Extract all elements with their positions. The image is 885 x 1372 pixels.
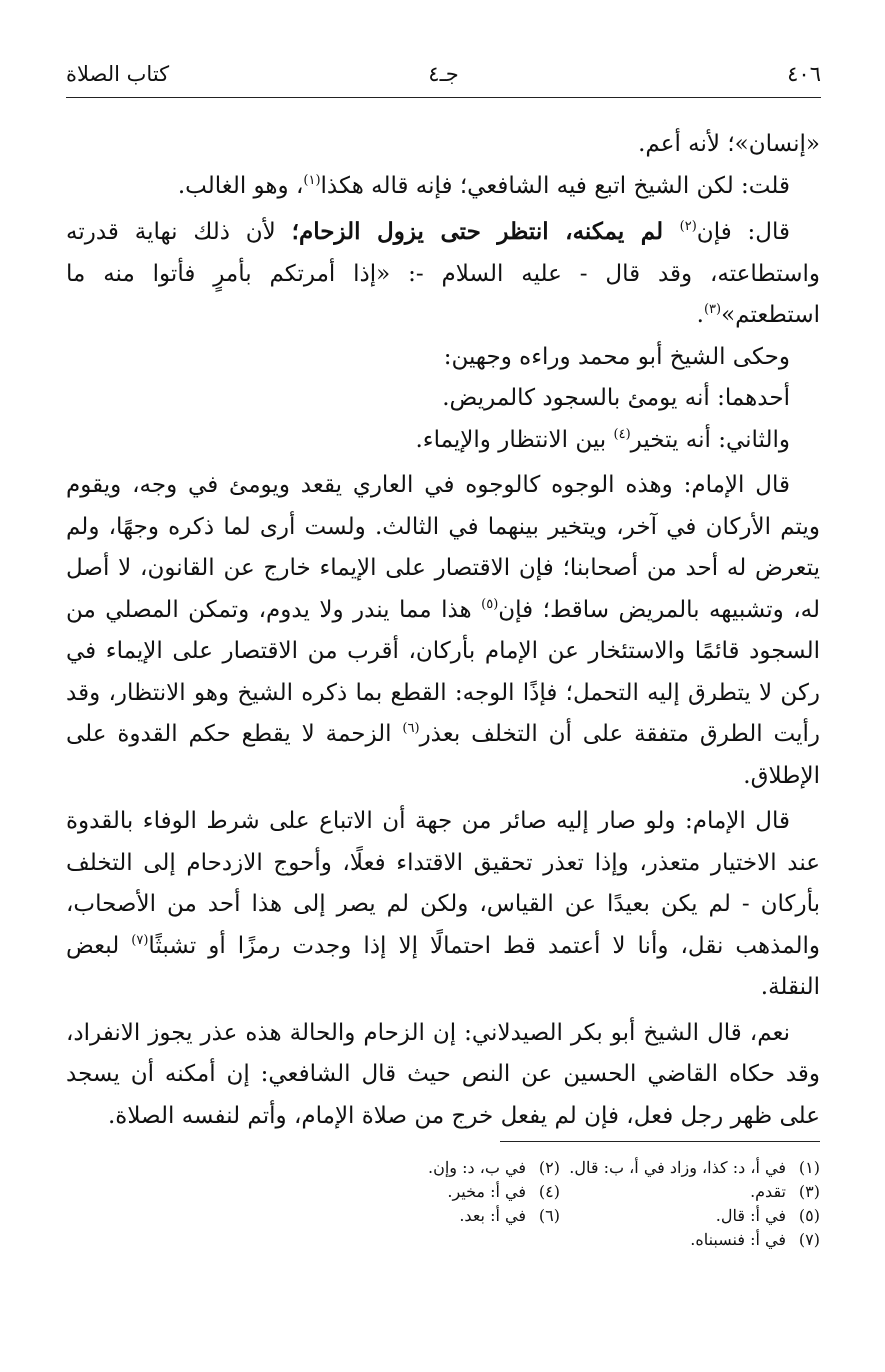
footnote-rule — [500, 1141, 820, 1142]
footnote-item: (٢)في ب، د: وإن. — [428, 1158, 560, 1177]
footnotes — [300, 1156, 820, 1252]
footnote-ref[interactable]: (٤) — [613, 426, 631, 442]
footnote-row — [300, 1204, 820, 1228]
main-text — [66, 124, 820, 1137]
matn-text: لم يمكنه، انتظر حتى يزول الزحام؛ — [291, 218, 680, 245]
footnote-row — [300, 1228, 820, 1252]
volume-label: جـ٤ — [428, 62, 459, 86]
footnote-item: (٤)في أ: مخير. — [447, 1182, 560, 1201]
paragraph: أحدهما: أنه يومئ بالسجود كالمريض. — [442, 385, 790, 411]
paragraph: قال الإمام: وهذه الوجوه كالوجوه في العاري يقعد ويومئ في وجه، ويقوم ويتم الأركان في آخر، ويتخير بينهما في الثالث. ولست أرى لما ذكره وجهًا، ولم يتعرض له أحد من أصحابنا؛ فإن الاقتصار على الإيماء خارج عن القانون، لا أصل له، وتشبيهه بالمريض ساقط؛ فإن$^{(٥)}$ هذا مما يندر ولا يدوم، وتمكن المصلي من السجود قائمًا والاستئخار عن الإمام بأركان، أقرب من الاقتصار على الإيماء في ركن لا يتطرق إليه التحمل؛ فإذًا الوجه: القطع بما ذكره الشيخ وهو الانتظار، وقد رأيت الطرق متفقة على أن التخلف بعذر$^{(٦)}$ الزحمة لا يقطع حكم القدوة على الإطلاق. — [66, 472, 821, 789]
paragraph: قلت: لكن الشيخ اتبع فيه الشافعي؛ فإنه قاله هكذا$^{(١)}$، وهو الغالب. — [177, 172, 790, 199]
footnote-ref[interactable]: (٦) — [402, 721, 420, 736]
page-header — [66, 58, 821, 98]
footnote-item: (٥)في أ: قال. — [715, 1206, 820, 1225]
book-title: كتاب الصلاة — [66, 62, 170, 86]
paragraph: نعم، قال الشيخ أبو بكر الصيدلاني: إن الزحام والحالة هذه عذر يجوز الانفراد، وقد حكاه القاضي الحسين عن النص حيث قال الشافعي: إن أمكنه أن يسجد على ظهر رجل فعل، فإن لم يفعل خرج من صلاة الإمام، وأتم لنفسه الصلاة. — [66, 1019, 820, 1129]
footnote-item: (١)في أ، د: كذا، وزاد في أ، ب: قال. — [569, 1158, 820, 1177]
paragraph: والثاني: أنه يتخير$^{(٤)}$ بين الانتظار والإيماء. — [415, 426, 790, 453]
page-number: ٤٠٦ — [787, 62, 821, 86]
footnote-item: (٣)تقدم. — [750, 1182, 820, 1201]
footnote-ref[interactable]: (١) — [303, 172, 321, 188]
footnote-ref[interactable]: (٧) — [131, 932, 149, 948]
footnote-item: (٦)في أ: بعد. — [459, 1206, 560, 1225]
paragraph: وحكى الشيخ أبو محمد وراءه وجهين: — [443, 343, 790, 370]
paragraph: قال الإمام: ولو صار إليه صائر من جهة أن الاتباع على شرط الوفاء بالقدوة عند الاختيار متعذر، وإذا تعذر تحقيق الاقتداء فعلًا، وأحوج الازدحام إلى التخلف بأركان - لم يكن بعيدًا عن القياس، ولكن لم يصر إلى هذا أحد من الأصحاب، والمذهب نقل، وأنا لا أعتمد قط احتمالًا إلا إذا وجدت رمزًا أو تشبثًا$^{(٧)}$ لبعض النقلة. — [66, 808, 820, 1000]
footnote-ref[interactable]: (٣) — [703, 302, 722, 317]
footnote-ref[interactable]: (٥) — [481, 596, 499, 612]
paragraph: قال: فإن$^{(٢)}$ لم يمكنه، انتظر حتى يزول الزحام؛ لأن ذلك نهاية قدرته واستطاعته، وقد قال - عليه السلام -: «إذا أمرتكم بأمرٍ فأتوا منه ما استطعتم»$^{(٣)}$. — [66, 218, 820, 328]
footnote-row — [300, 1180, 820, 1204]
paragraph: «إنسان»؛ لأنه أعم. — [638, 131, 820, 157]
footnote-row — [300, 1156, 820, 1180]
footnote-item — [300, 1228, 560, 1252]
footnote-ref[interactable]: (٢) — [679, 219, 697, 234]
footnote-item: (٧)في أ: فنسبناه. — [690, 1230, 820, 1249]
header-rule — [66, 97, 821, 98]
